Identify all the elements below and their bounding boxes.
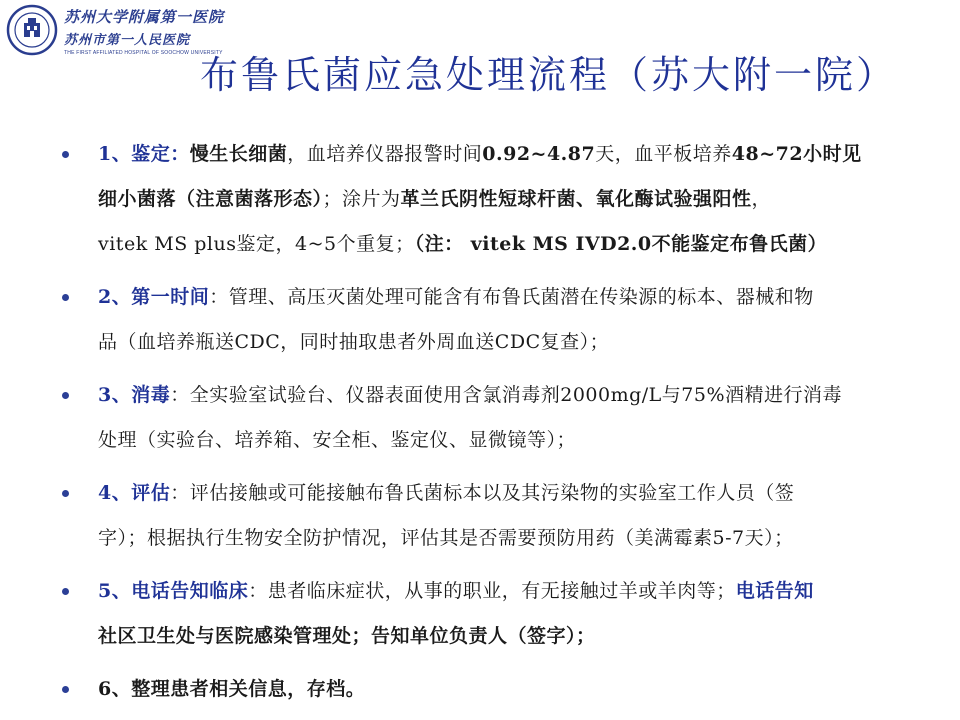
list-item-archive bbox=[48, 667, 928, 712]
procedure-list bbox=[48, 132, 928, 720]
item-line bbox=[98, 569, 928, 614]
item-text: 48~72 bbox=[731, 143, 804, 165]
institution-name-line1: 苏州大学附属第一医院 bbox=[64, 8, 225, 26]
item-line bbox=[98, 667, 928, 712]
list-item-notify-clinic bbox=[48, 569, 928, 659]
list-item-assessment bbox=[48, 471, 928, 561]
item-text: ：全实验室试验台、仪器表面使用含氯消毒剂2000mg/L与75%酒精进行消毒 bbox=[170, 384, 843, 406]
item-text: 0.92~4.87 bbox=[482, 143, 596, 165]
item-text: ：患者临床症状，从事的职业，有无接触过羊或羊肉等； bbox=[248, 580, 736, 602]
bullet-icon bbox=[62, 151, 69, 158]
item-heading: 1、鉴定： bbox=[98, 143, 190, 165]
list-item-identification bbox=[48, 132, 928, 267]
item-heading: 3、消毒 bbox=[98, 384, 171, 406]
item-text: ，血培养仪器报警时间 bbox=[287, 143, 483, 165]
item-text: 慢生长细菌 bbox=[189, 143, 288, 165]
item-line bbox=[98, 471, 928, 516]
bullet-icon bbox=[62, 294, 69, 301]
item-line bbox=[98, 275, 928, 320]
item-line bbox=[98, 132, 928, 177]
item-heading: 5、电话告知临床 bbox=[98, 580, 249, 602]
slide-title: 布鲁氏菌应急处理流程（苏大附一院） bbox=[200, 53, 898, 97]
item-line bbox=[98, 516, 928, 561]
item-text: 品（血培养瓶送CDC，同时抽取患者外周血送CDC复查）； bbox=[98, 331, 610, 353]
item-line bbox=[98, 373, 928, 418]
hospital-emblem-icon bbox=[6, 4, 58, 56]
item-text: ， bbox=[751, 188, 772, 210]
item-text: （注： bbox=[414, 233, 464, 255]
item-text: 小时见 bbox=[803, 143, 862, 165]
item-line bbox=[98, 614, 928, 659]
item-text: 电话告知 bbox=[735, 580, 814, 602]
item-line bbox=[98, 177, 928, 222]
item-heading: 2、第一时间 bbox=[98, 286, 210, 308]
list-item-first-response bbox=[48, 275, 928, 365]
institution-name-english: THE FIRST AFFILIATED HOSPITAL OF SOOCHOW UNIVERSITY bbox=[64, 50, 223, 56]
item-text: 字）；根据执行生物安全防护情况，评估其是否需要预防用药（美满霉素5-7天）； bbox=[98, 527, 794, 549]
item-text: vitek MS IVD2.0不能鉴定布鲁氏菌） bbox=[463, 233, 828, 255]
institution-name-line2: 苏州市第一人民医院 bbox=[64, 33, 191, 48]
item-text: ：管理、高压灭菌处理可能含有布鲁氏菌潜在传染源的标本、器械和物 bbox=[209, 286, 814, 308]
item-text: 处理（实验台、培养箱、安全柜、鉴定仪、显微镜等）； bbox=[98, 429, 577, 451]
item-text: vitek MS plus鉴定，4~5个重复； bbox=[98, 233, 415, 255]
item-text: ；涂片为 bbox=[322, 188, 401, 210]
item-line bbox=[98, 418, 928, 463]
bullet-icon bbox=[62, 392, 69, 399]
item-text: ：评估接触或可能接触布鲁氏菌标本以及其污染物的实验室工作人员（签 bbox=[170, 482, 795, 504]
item-text: 革兰氏阴性短球杆菌、氧化酶试验强阳性 bbox=[400, 188, 752, 210]
slide-header bbox=[0, 0, 960, 110]
bullet-icon bbox=[62, 588, 69, 595]
item-heading: 4、评估 bbox=[98, 482, 171, 504]
item-line bbox=[98, 320, 928, 365]
item-text: 社区卫生处与医院感染管理处；告知单位负责人（签字）； bbox=[98, 625, 596, 647]
bullet-icon bbox=[62, 686, 69, 693]
bullet-icon bbox=[62, 490, 69, 497]
item-text: 天，血平板培养 bbox=[595, 143, 732, 165]
item-text: 6、整理患者相关信息，存档。 bbox=[98, 678, 366, 700]
item-line bbox=[98, 222, 928, 267]
list-item-disinfection bbox=[48, 373, 928, 463]
item-text: 细小菌落（注意菌落形态） bbox=[98, 188, 323, 210]
